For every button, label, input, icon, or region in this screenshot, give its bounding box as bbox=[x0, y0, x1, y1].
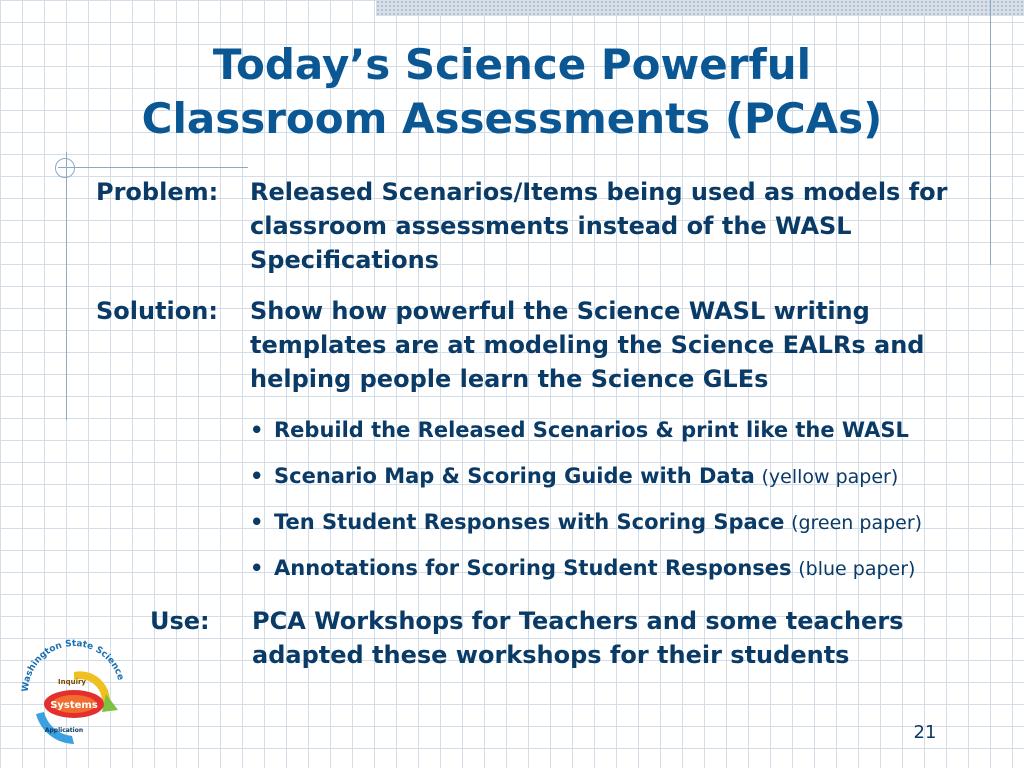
bullet-main-text: Rebuild the Released Scenarios & print like the WASL bbox=[274, 418, 909, 442]
bullet-icon: • bbox=[250, 464, 264, 488]
slide-title bbox=[0, 38, 1024, 146]
bullet-note: (green paper) bbox=[791, 512, 923, 534]
title-line-2: Classroom Assessments (PCAs) bbox=[141, 94, 883, 143]
use-label: Use: bbox=[150, 607, 210, 635]
bullet-note: (yellow paper) bbox=[761, 466, 899, 488]
list-item bbox=[250, 456, 990, 502]
solution-label: Solution: bbox=[96, 297, 218, 325]
bullet-main-text: Ten Student Responses with Scoring Space bbox=[274, 510, 785, 534]
list-item bbox=[250, 410, 990, 456]
bullet-icon: • bbox=[250, 510, 264, 534]
bullet-icon: • bbox=[250, 418, 264, 442]
decorative-rule bbox=[58, 167, 248, 168]
list-item bbox=[250, 502, 990, 548]
left-decorative-line bbox=[66, 152, 67, 420]
list-item bbox=[250, 548, 990, 594]
washington-state-science-logo bbox=[14, 632, 134, 752]
solution-text: Show how powerful the Science WASL writing templates are at modeling the Science EALRs and helping people learn the Science GLEs bbox=[250, 297, 925, 393]
bullet-list bbox=[250, 410, 990, 594]
use-text: PCA Workshops for Teachers and some teachers adapted these workshops for their students bbox=[252, 607, 904, 669]
top-decorative-band bbox=[376, 0, 1024, 16]
title-line-1: Today’s Science Powerful bbox=[212, 40, 812, 89]
logo-arc-textpath: Washington State Science bbox=[20, 638, 126, 693]
bullet-main-text: Annotations for Scoring Student Responses bbox=[274, 556, 792, 580]
bullet-main-text: Scenario Map & Scoring Guide with Data bbox=[274, 464, 755, 488]
logo-systems-text: Systems bbox=[50, 700, 98, 711]
bullet-note: (blue paper) bbox=[798, 558, 916, 580]
crosshair-ornament bbox=[55, 158, 75, 178]
problem-label: Problem: bbox=[96, 178, 219, 206]
bullet-icon: • bbox=[250, 556, 264, 580]
logo-inquiry-text: Inquiry bbox=[58, 678, 86, 686]
page-number: 21 bbox=[913, 722, 937, 743]
logo-application-text: Application bbox=[44, 727, 84, 734]
problem-text: Released Scenarios/Items being used as models for classroom assessments instead of the WASL Specifications bbox=[250, 178, 948, 274]
